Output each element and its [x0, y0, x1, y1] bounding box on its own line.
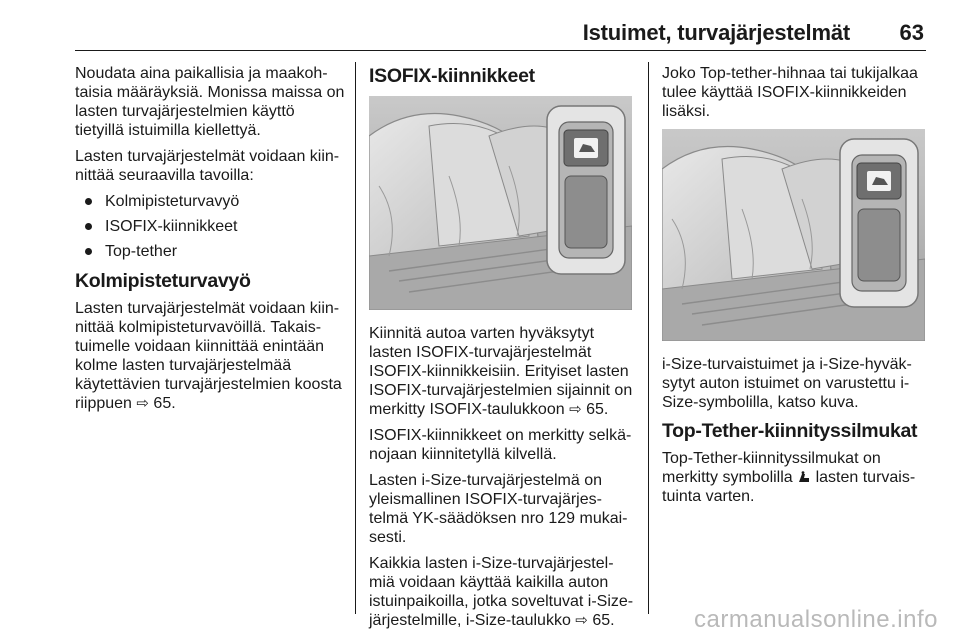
isofix-paragraph-3: Lasten i-Size-turvajärjestelmä on yleismallinen ISOFIX-turvajärjes-telmä YK-säädöksen nro 129 mukai-sesti.: [369, 472, 628, 546]
watermark: carmanualsonline.info: [694, 606, 938, 633]
isofix-paragraph-2: ISOFIX-kiinnikkeet on merkitty selkä-nojaan kiinnitetyllä kilvellä.: [369, 427, 632, 463]
isofix-seat-illustration: [369, 96, 632, 310]
top-tether-heading: Top-Tether-kiinnityssilmukat: [662, 420, 918, 442]
i-size-paragraph: i-Size-turvaistuimet ja i-Size-hyväk-sytyt auton istuimet on varustettu i-Size-symbolilla, katso kuva.: [662, 356, 912, 411]
top-tether-requirement-paragraph: Joko Top-tether-hihnaa tai tukijalkaa tulee käyttää ISOFIX-kiinnikkeiden lisäksi.: [662, 65, 918, 120]
header-rule: [75, 50, 926, 51]
page-number: 63: [899, 20, 924, 45]
column-divider-1: [355, 62, 356, 614]
three-point-belt-heading: Kolmipisteturvavyö: [75, 270, 251, 292]
page-reference[interactable]: 65.: [153, 395, 176, 412]
page-reference-arrow-icon: ⇨: [575, 612, 588, 629]
intro-paragraph-1: Noudata aina paikallisia ja maakoh-taisia määräyksiä. Monissa maissa on lasten turvajärjestelmien käyttö tietyillä istuimilla kiellettyä.: [75, 65, 345, 139]
list-item: Top-tether: [75, 242, 347, 261]
intro-paragraph-2: Lasten turvajärjestelmät voidaan kiin-nittää seuraavilla tavoilla:: [75, 148, 340, 184]
i-size-seat-illustration: [662, 129, 925, 341]
isofix-paragraph-1: Kiinnitä autoa varten hyväksytyt lasten ISOFIX-turvajärjestelmät ISOFIX-kiinnikkeisiin. Erityiset lasten ISOFIX-turvajärjestelmien sijainnit on merkitty ISOFIX-taulukkoon ⇨ 65.: [369, 325, 633, 418]
column-3: [662, 64, 926, 513]
page-reference[interactable]: 65.: [592, 612, 615, 629]
page-reference[interactable]: 65.: [586, 401, 609, 418]
isofix-heading: ISOFIX-kiinnikkeet: [369, 65, 535, 87]
column-divider-2: [648, 62, 649, 614]
page-reference-arrow-icon: ⇨: [569, 401, 582, 418]
list-item: ISOFIX-kiinnikkeet: [75, 217, 347, 236]
section-title: Istuimet, turvajärjestelmät: [582, 20, 850, 45]
column-1: [75, 64, 347, 420]
attachment-methods-list: [75, 192, 347, 261]
page-reference-arrow-icon: ⇨: [136, 395, 149, 412]
isofix-paragraph-4: Kaikkia lasten i-Size-turvajärjestel-miä voidaan käyttää kaikilla auton istuinpaikoilla, jotka soveltuvat i-Size-järjestelmille, i-Size-taulukko ⇨ 65.: [369, 555, 634, 629]
child-seat-symbol-icon: [797, 471, 811, 484]
top-tether-paragraph: Top-Tether-kiinnityssilmukat on merkitty symbolilla lasten turvais-tuinta varten.: [662, 450, 916, 505]
column-2: [369, 64, 635, 637]
three-point-belt-paragraph: Lasten turvajärjestelmät voidaan kiin-nittää kolmipisteturvavöillä. Takais-tuimelle voidaan kiinnittää enintään kolme lasten turvajärjestelmää käytettävien turvajärjestelmien koosta riippuen ⇨ 65.: [75, 300, 342, 412]
list-item: Kolmipisteturvavyö: [75, 192, 347, 211]
